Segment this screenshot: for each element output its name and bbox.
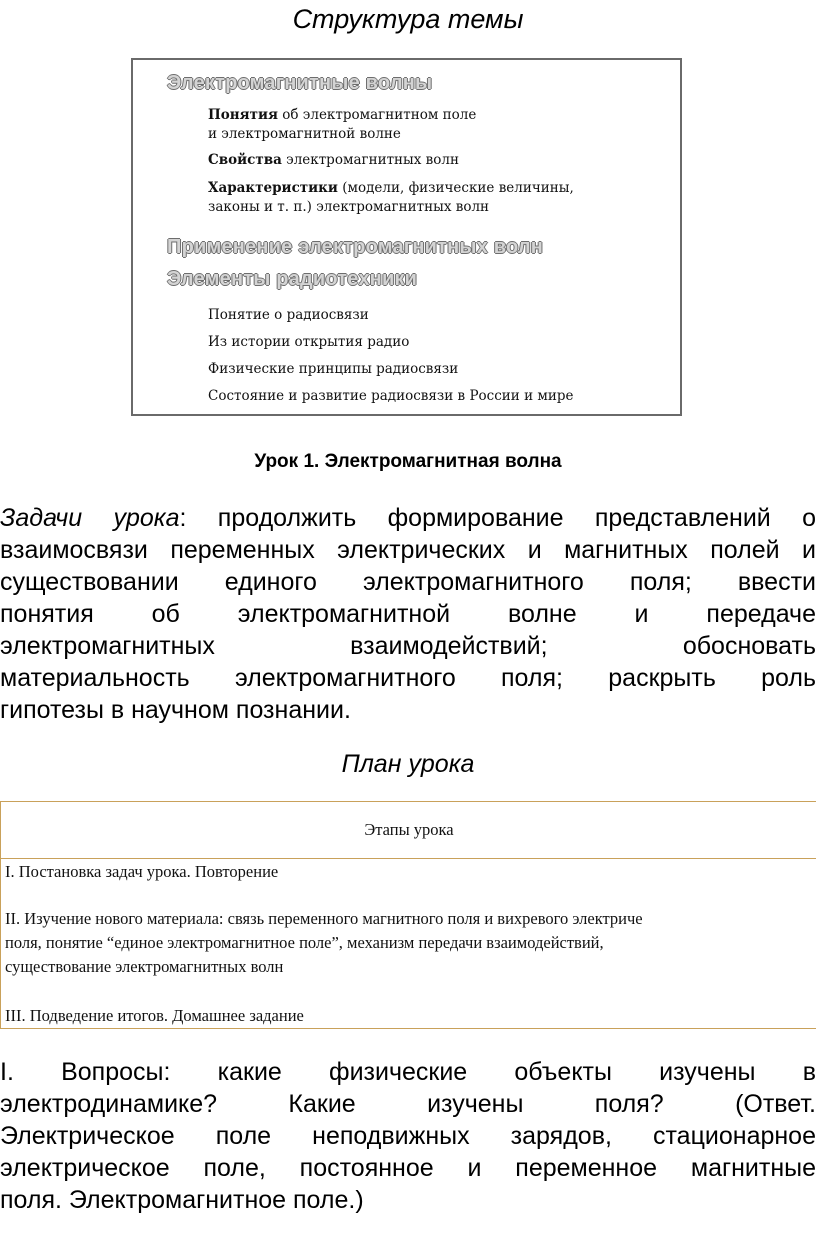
figure-item-bold: Понятия [208,107,278,123]
tasks-line: материальность электромагнитного поля; раскрыть роль [0,664,816,692]
plan-row-stage-2-line-3: существование электромагнитных волн [5,957,284,976]
plan-row-stage-3: III. Подведение итогов. Домашнее задание [5,1006,304,1025]
figure-heading-em-waves: Электромагнитные волны [167,72,433,94]
figure-item-text: электромагнитных волн [281,152,459,168]
questions-line: электрическое поле, постоянное и переменное магнитные [0,1154,816,1182]
page-title: Структура темы [292,4,524,34]
lesson-tasks-paragraph [0,502,816,726]
figure-heading-applications: Применение электромагнитных волн [167,236,544,258]
plan-row-stage-2-line-1: II. Изучение нового материала: связь переменного магнитного поля и вихревого электриче [5,909,643,928]
figure-item-bold: Свойства [208,152,282,168]
figure-item-text: об электромагнитном поле [277,107,477,123]
plan-title: План урока [341,750,475,778]
figure-item-properties [208,151,678,170]
tasks-line [0,502,816,534]
figure-item-concepts [208,106,678,144]
topic-structure-figure [131,58,682,416]
tasks-line-text: : продолжить формирование представлений о [179,504,816,532]
tasks-line: гипотезы в научном познании. [0,696,351,724]
figure-item-radio-development: Состояние и развитие радиосвязи в России и мире [208,388,574,404]
lesson-title: Урок 1. Электромагнитная волна [254,451,562,472]
lesson-plan-table [0,801,816,1029]
figure-item-bold: Характеристики [208,180,338,196]
tasks-line: существовании единого электромагнитного поля; ввести [0,568,816,596]
figure-item-text: и электромагнитной волне [208,126,401,142]
tasks-line: электромагнитных взаимодействий; обосновать [0,632,816,660]
plan-row-stage-1: I. Постановка задач урока. Повторение [5,862,279,881]
figure-item-text: законы и т. п.) электромагнитных волн [208,199,490,215]
tasks-line: взаимосвязи переменных электрических и магнитных полей и [0,536,816,564]
questions-line: Электрическое поле неподвижных зарядов, стационарное [0,1122,816,1150]
tasks-label: Задачи урока [0,504,180,532]
plan-table-header: Этапы урока [1,802,816,859]
questions-paragraph [0,1056,816,1216]
figure-item-characteristics [208,179,678,217]
figure-item-radio-concept: Понятие о радиосвязи [208,307,369,323]
figure-item-radio-history: Из истории открытия радио [208,334,410,350]
plan-row-stage-2-line-2: поля, понятие “единое электромагнитное поле”, механизм передачи взаимодействий, [5,933,604,952]
figure-item-radio-principles: Физические принципы радиосвязи [208,361,459,377]
figure-item-text: (модели, физические величины, [337,180,574,196]
questions-line: электродинамике? Какие изучены поля? (Ответ. [0,1090,816,1118]
questions-line: I. Вопросы: какие физические объекты изучены в [0,1058,816,1086]
questions-line: поля. Электромагнитное поле.) [0,1186,364,1214]
figure-heading-radio: Элементы радиотехники [167,268,418,290]
tasks-line: понятия об электромагнитной волне и передаче [0,600,816,628]
